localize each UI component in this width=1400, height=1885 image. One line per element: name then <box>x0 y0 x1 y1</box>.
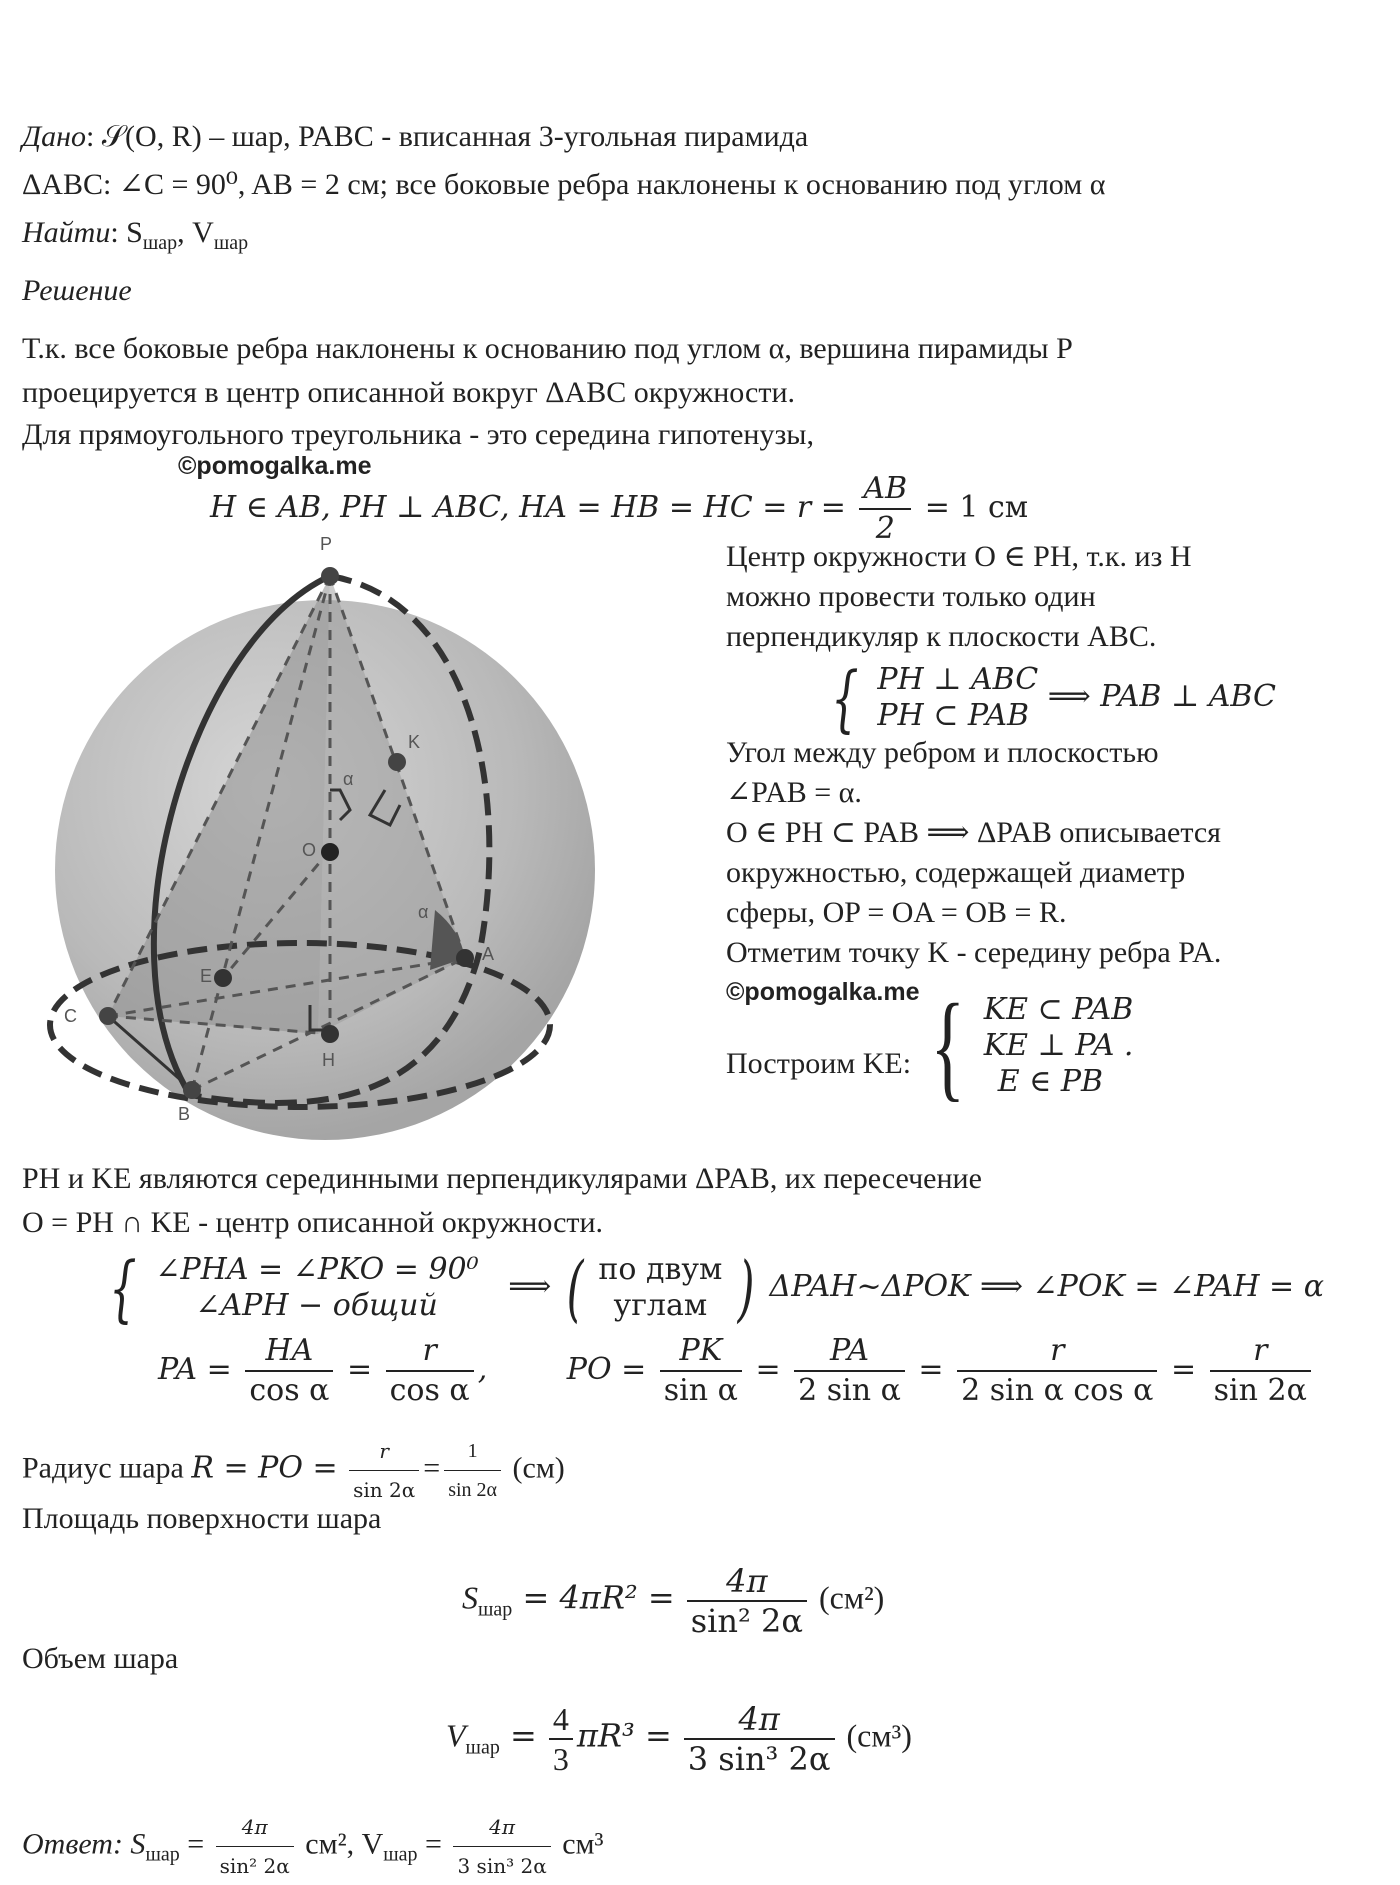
volume-sub: шар <box>465 1736 500 1759</box>
eq-po-label: PO = <box>566 1352 647 1387</box>
volume-n1: 4 <box>549 1700 573 1740</box>
right-col-3: перпендикуляр к плоскости ABC. <box>726 620 1157 653</box>
given-line-2 <box>22 166 1105 204</box>
point-O <box>321 843 339 861</box>
radius-eq: R = PO = <box>191 1450 338 1486</box>
radius-d2: sin 2α <box>448 1479 498 1501</box>
system-3-b: ∠APH − общий <box>195 1288 438 1323</box>
system-1-stack <box>877 662 1038 734</box>
volume-unit: (см³) <box>846 1717 912 1754</box>
radius-frac-1 <box>349 1432 419 1509</box>
system-3 <box>100 1248 1324 1328</box>
right-col2-1: Угол между ребром и плоскостью <box>726 736 1159 769</box>
radius-frac-2 <box>444 1432 501 1509</box>
answer-u1: см², V <box>297 1827 384 1861</box>
area-den: sin² 2α <box>690 1602 803 1640</box>
frac-ha-cos <box>245 1332 333 1410</box>
area-eq <box>462 1562 884 1640</box>
system-2-stack <box>984 992 1134 1100</box>
area-mid: = 4πR² = <box>512 1578 675 1617</box>
volume-mid: πR³ = <box>576 1716 672 1755</box>
eq-sign-1: = <box>346 1352 373 1387</box>
system-2-c: E ∈ PB <box>997 1064 1104 1099</box>
frac-r3: r <box>1210 1332 1311 1372</box>
watermark-1: ©pomogalka.me <box>178 452 372 480</box>
label-B: B <box>178 1104 191 1124</box>
find-label: Найти <box>22 216 111 249</box>
volume-frac <box>684 1700 835 1778</box>
frac-pa-2sin <box>794 1332 905 1410</box>
frac-pk-sin <box>660 1332 742 1410</box>
find-line <box>22 214 248 262</box>
eq-h-den: 2 <box>875 511 895 546</box>
system-2-label: Построим KE: <box>726 1047 912 1080</box>
area-s: S <box>462 1579 478 1616</box>
para2-line-2: O = PH ∩ KE - центр описанной окружности. <box>22 1206 604 1239</box>
right-col-2: можно провести только один <box>726 580 1096 613</box>
point-C <box>99 1007 117 1025</box>
label-C: C <box>64 1006 77 1026</box>
frac-2sincos: 2 sin α cos α <box>961 1373 1154 1408</box>
area-unit: (см²) <box>818 1579 885 1616</box>
point-E <box>214 969 232 987</box>
answer-line <box>22 1808 604 1885</box>
answer-n1: 4π <box>216 1808 294 1847</box>
frac-r-cos <box>386 1332 474 1410</box>
frac-pa: PA <box>794 1332 905 1372</box>
system-2 <box>726 979 1134 1112</box>
answer-d1: sin² 2α <box>219 1854 290 1878</box>
system-3-stack <box>155 1252 478 1324</box>
area-sub: шар <box>478 1598 513 1621</box>
system-1-a: PH ⊥ ABC <box>877 662 1039 697</box>
right-col-1: Центр окружности O ∈ PH, т.к. из H <box>726 540 1192 573</box>
frac-2sin: 2 sin α <box>798 1373 901 1408</box>
paren-close: ) <box>737 1246 755 1330</box>
system-3-a: ∠PHA = ∠PKO = 90⁰ <box>155 1252 479 1287</box>
volume-v: V <box>446 1717 466 1754</box>
brace-1: { <box>831 656 859 740</box>
system-3-reason <box>598 1252 722 1324</box>
frac-sin2a: sin 2α <box>1213 1373 1307 1408</box>
eq-pa-po <box>158 1332 1315 1410</box>
answer-sub-s: шар <box>145 1843 180 1866</box>
point-B <box>183 1081 201 1099</box>
frac-r1: r <box>386 1332 474 1372</box>
frac-r-2sincos <box>957 1332 1157 1410</box>
given-label: Дано <box>22 120 86 153</box>
find-sub-s: шар <box>142 232 178 254</box>
radius-line: Радиус шара R = PO = $\frac{r}{\sin 2\alpha}$ = $\frac{1}{\sin 2\alpha}$ (см) <box>22 1432 565 1509</box>
system-1-b: PH ⊂ PAB <box>877 698 1030 733</box>
right-col2-6: Отметим точку K - середину ребра PA. <box>726 936 1222 969</box>
label-alpha1: α <box>343 769 354 789</box>
answer-frac-1 <box>216 1808 294 1885</box>
frac-pk: PK <box>660 1332 742 1372</box>
right-col2-5: сферы, OP = OA = OB = R. <box>726 896 1067 929</box>
system-2-a: KE ⊂ PAB <box>983 992 1134 1027</box>
label-E: E <box>200 966 213 986</box>
system-3-arrow: ⟹ <box>508 1269 552 1304</box>
frac-ha: HA <box>245 1332 333 1372</box>
eq-sign-4: = <box>1170 1352 1197 1387</box>
system-3-c: по двум <box>598 1252 723 1287</box>
answer-u2: см³ <box>554 1827 604 1861</box>
point-K <box>388 753 406 771</box>
eq-h-right: = 1 см <box>924 490 1029 525</box>
radius-unit: (см) <box>512 1451 565 1485</box>
frac-r-sin2 <box>1210 1332 1311 1410</box>
label-alpha2: α <box>418 902 429 922</box>
system-1-result: ⟹ PAB ⊥ ABC <box>1047 679 1276 714</box>
find-sub-v: шар <box>213 232 249 254</box>
right-col2-2: ∠PAB = α. <box>726 776 862 809</box>
solution-label: Решение <box>22 274 132 307</box>
para1-line-2: проецируется в центр описанной вокруг ΔABC окружности. <box>22 376 796 409</box>
given-text-1: : 𝒮(O, R) – шар, PABC - вписанная 3-угольная пирамида <box>85 120 809 153</box>
frac-r2: r <box>957 1332 1157 1372</box>
answer-eq2: = <box>417 1827 442 1861</box>
point-P <box>321 567 339 585</box>
frac-cos1: cos α <box>249 1373 330 1408</box>
paren-open: ( <box>566 1246 584 1330</box>
frac-cos2: cos α <box>389 1373 470 1408</box>
sphere-pyramid-figure <box>40 530 600 1140</box>
frac-sin1: sin α <box>663 1373 738 1408</box>
answer-s: : S <box>112 1827 146 1861</box>
volume-den: 3 sin³ 2α <box>687 1740 831 1778</box>
volume-frac-43 <box>549 1700 573 1778</box>
system-3-result: ΔPAH~ΔPOK ⟹ ∠POK = ∠PAH = α <box>769 1269 1324 1304</box>
brace-3: { <box>109 1246 137 1330</box>
find-v: , V <box>177 216 214 249</box>
find-s: : S <box>110 216 143 249</box>
watermark-2: ©pomogalka.me <box>726 978 920 1006</box>
radius-d1: sin 2α <box>353 1478 416 1502</box>
eq-h-num: AB <box>859 470 911 510</box>
system-3-d: углам <box>613 1288 708 1323</box>
eq-pa-label: PA = <box>158 1352 232 1387</box>
para1-line-3: Для прямоугольного треугольника - это середина гипотенузы, <box>22 418 814 451</box>
answer-d2: 3 sin³ 2α <box>457 1854 547 1878</box>
volume-label: Объем шара <box>22 1642 179 1675</box>
eq-h-left: H ∈ AB, PH ⊥ ABC, HA = HB = HC = r = <box>210 490 846 525</box>
right-col2-4: окружностью, содержащей диаметр <box>726 856 1186 889</box>
eq-sign-2: = <box>755 1352 781 1387</box>
answer-frac-2 <box>453 1808 550 1885</box>
area-num: 4π <box>687 1562 807 1602</box>
radius-n2: 1 <box>444 1432 501 1471</box>
area-frac <box>687 1562 807 1640</box>
point-A <box>456 949 474 967</box>
volume-eqsign: = <box>499 1716 537 1755</box>
eq-h-frac <box>859 470 911 548</box>
label-O: O <box>302 840 317 860</box>
given-text-2: ΔABC: ∠C = 90⁰, AB = 2 см; все боковые ребра наклонены к основанию под углом α <box>22 168 1106 201</box>
radius-text: Радиус шара <box>22 1451 192 1485</box>
para1-line-1: Т.к. все боковые ребра наклонены к основанию под углом α, вершина пирамиды P <box>22 332 1073 365</box>
label-P: P <box>320 534 333 554</box>
answer-label: Ответ <box>22 1827 113 1861</box>
right-col2-3: O ∈ PH ⊂ PAB ⟹ ΔPAB описывается <box>726 816 1221 849</box>
volume-eq <box>446 1700 912 1778</box>
system-2-b: KE ⊥ PA . <box>983 1028 1134 1063</box>
eq-sign-3: = <box>918 1352 944 1387</box>
volume-num: 4π <box>684 1700 835 1740</box>
point-H <box>321 1025 339 1043</box>
given-line-1 <box>22 118 808 156</box>
label-H: H <box>322 1050 335 1070</box>
volume-d1: 3 <box>552 1741 569 1777</box>
area-label: Площадь поверхности шара <box>22 1502 382 1535</box>
brace-2: { <box>930 979 965 1112</box>
system-1 <box>822 658 1276 738</box>
answer-eq1: = <box>179 1827 205 1861</box>
comma: , <box>477 1352 488 1387</box>
label-A: A <box>482 944 495 964</box>
label-K: K <box>408 732 421 752</box>
answer-n2: 4π <box>453 1808 550 1847</box>
radius-n1: r <box>349 1432 419 1471</box>
para2-line-1: PH и KE являются серединными перпендикулярами ΔPAB, их пересечение <box>22 1162 982 1195</box>
answer-sub-v: шар <box>383 1843 418 1866</box>
